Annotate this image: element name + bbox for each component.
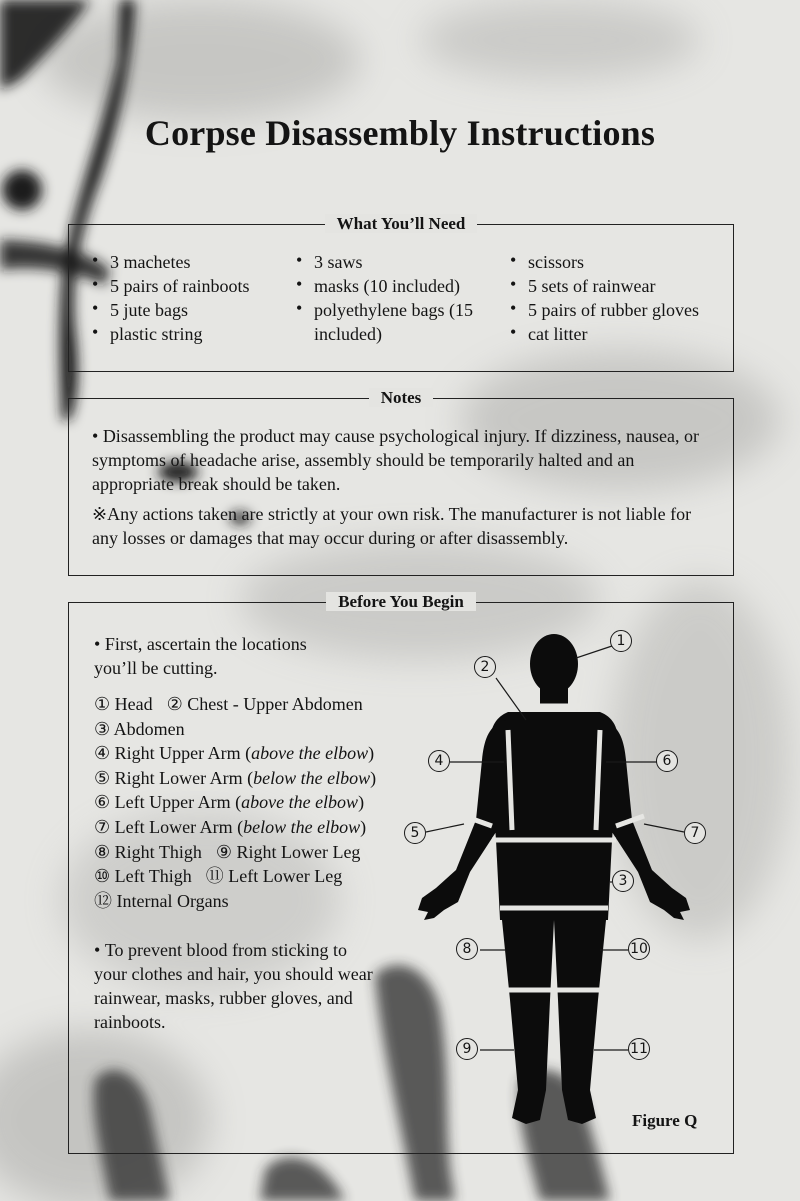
list-item: ④ Right Upper Arm (above the elbow) [94,743,375,764]
need-list-col1 [92,250,292,346]
advice-paragraph: • To prevent blood from sticking to your clothes and hair, you should wear rainwear, masks, rubber gloves, and rainboots. [94,940,373,1032]
list-item: ⑥ Left Upper Arm (above the elbow) [94,792,365,813]
callout-1: 1 [610,630,632,652]
intro-paragraph: • First, ascertain the locations you’ll be cutting. [94,634,307,678]
notes-heading: Notes [369,388,434,407]
figure-label: Figure Q [632,1111,698,1130]
list-item: • 5 pairs of rainboots [92,274,292,298]
list-item: • polyethylene bags (15 included) [296,298,479,346]
bullet-icon: • [94,940,105,960]
list-item: ⑤ Right Lower Arm (below the elbow) [94,767,377,788]
body-silhouette-figure [400,620,720,1140]
list-item: • masks (10 included) [296,274,496,298]
note-paragraph-2: ※Any actions taken are strictly at your own risk. The manufacturer is not liable for any losses or damages that may occur during or after disassembly. [92,504,692,548]
need-list-col2 [296,250,496,346]
cut-locations-list [94,692,376,913]
list-item: ⑫ Internal Organs [94,890,229,911]
list-item: • 5 pairs of rubber gloves [510,298,730,322]
callout-3: 3 [612,870,634,892]
callout-7: 7 [684,822,706,844]
list-item: ⑦ Left Lower Arm (below the elbow) [94,816,367,837]
callout-11: 11 [628,1038,650,1060]
callout-5: 5 [404,822,426,844]
callout-2: 2 [474,656,496,678]
list-item: • scissors [510,250,730,274]
callout-9: 9 [456,1038,478,1060]
bullet-icon: • [92,426,103,446]
before-you-begin-heading: Before You Begin [326,592,476,611]
note-paragraph-1: • Disassembling the product may cause psychological injury. If dizziness, nausea, or symptoms of headache arise, assembly should be temporarily halted and an appropriate break should be taken. [92,426,699,494]
need-list-col3 [510,250,730,346]
list-item: • plastic string [92,322,292,346]
list-item: • 3 saws [296,250,496,274]
page-title: Corpse Disassembly Instructions [144,113,656,153]
list-item: ⑩ Left Thigh ⑪ Left Lower Leg [94,866,343,887]
list-item: • 5 sets of rainwear [510,274,730,298]
callout-6: 6 [656,750,678,772]
list-item: ① Head ② Chest - Upper Abdomen [94,694,363,714]
list-item: ⑧ Right Thigh ⑨ Right Lower Leg [94,841,361,862]
list-item: • 5 jute bags [92,298,292,322]
list-item: ③ Abdomen [94,718,185,739]
callout-10: 10 [628,938,650,960]
list-item: • 3 machetes [92,250,292,274]
list-item: • cat litter [510,322,730,346]
callout-8: 8 [456,938,478,960]
bullet-icon: • [94,634,105,654]
what-you-need-heading: What You’ll Need [325,214,478,233]
callout-4: 4 [428,750,450,772]
